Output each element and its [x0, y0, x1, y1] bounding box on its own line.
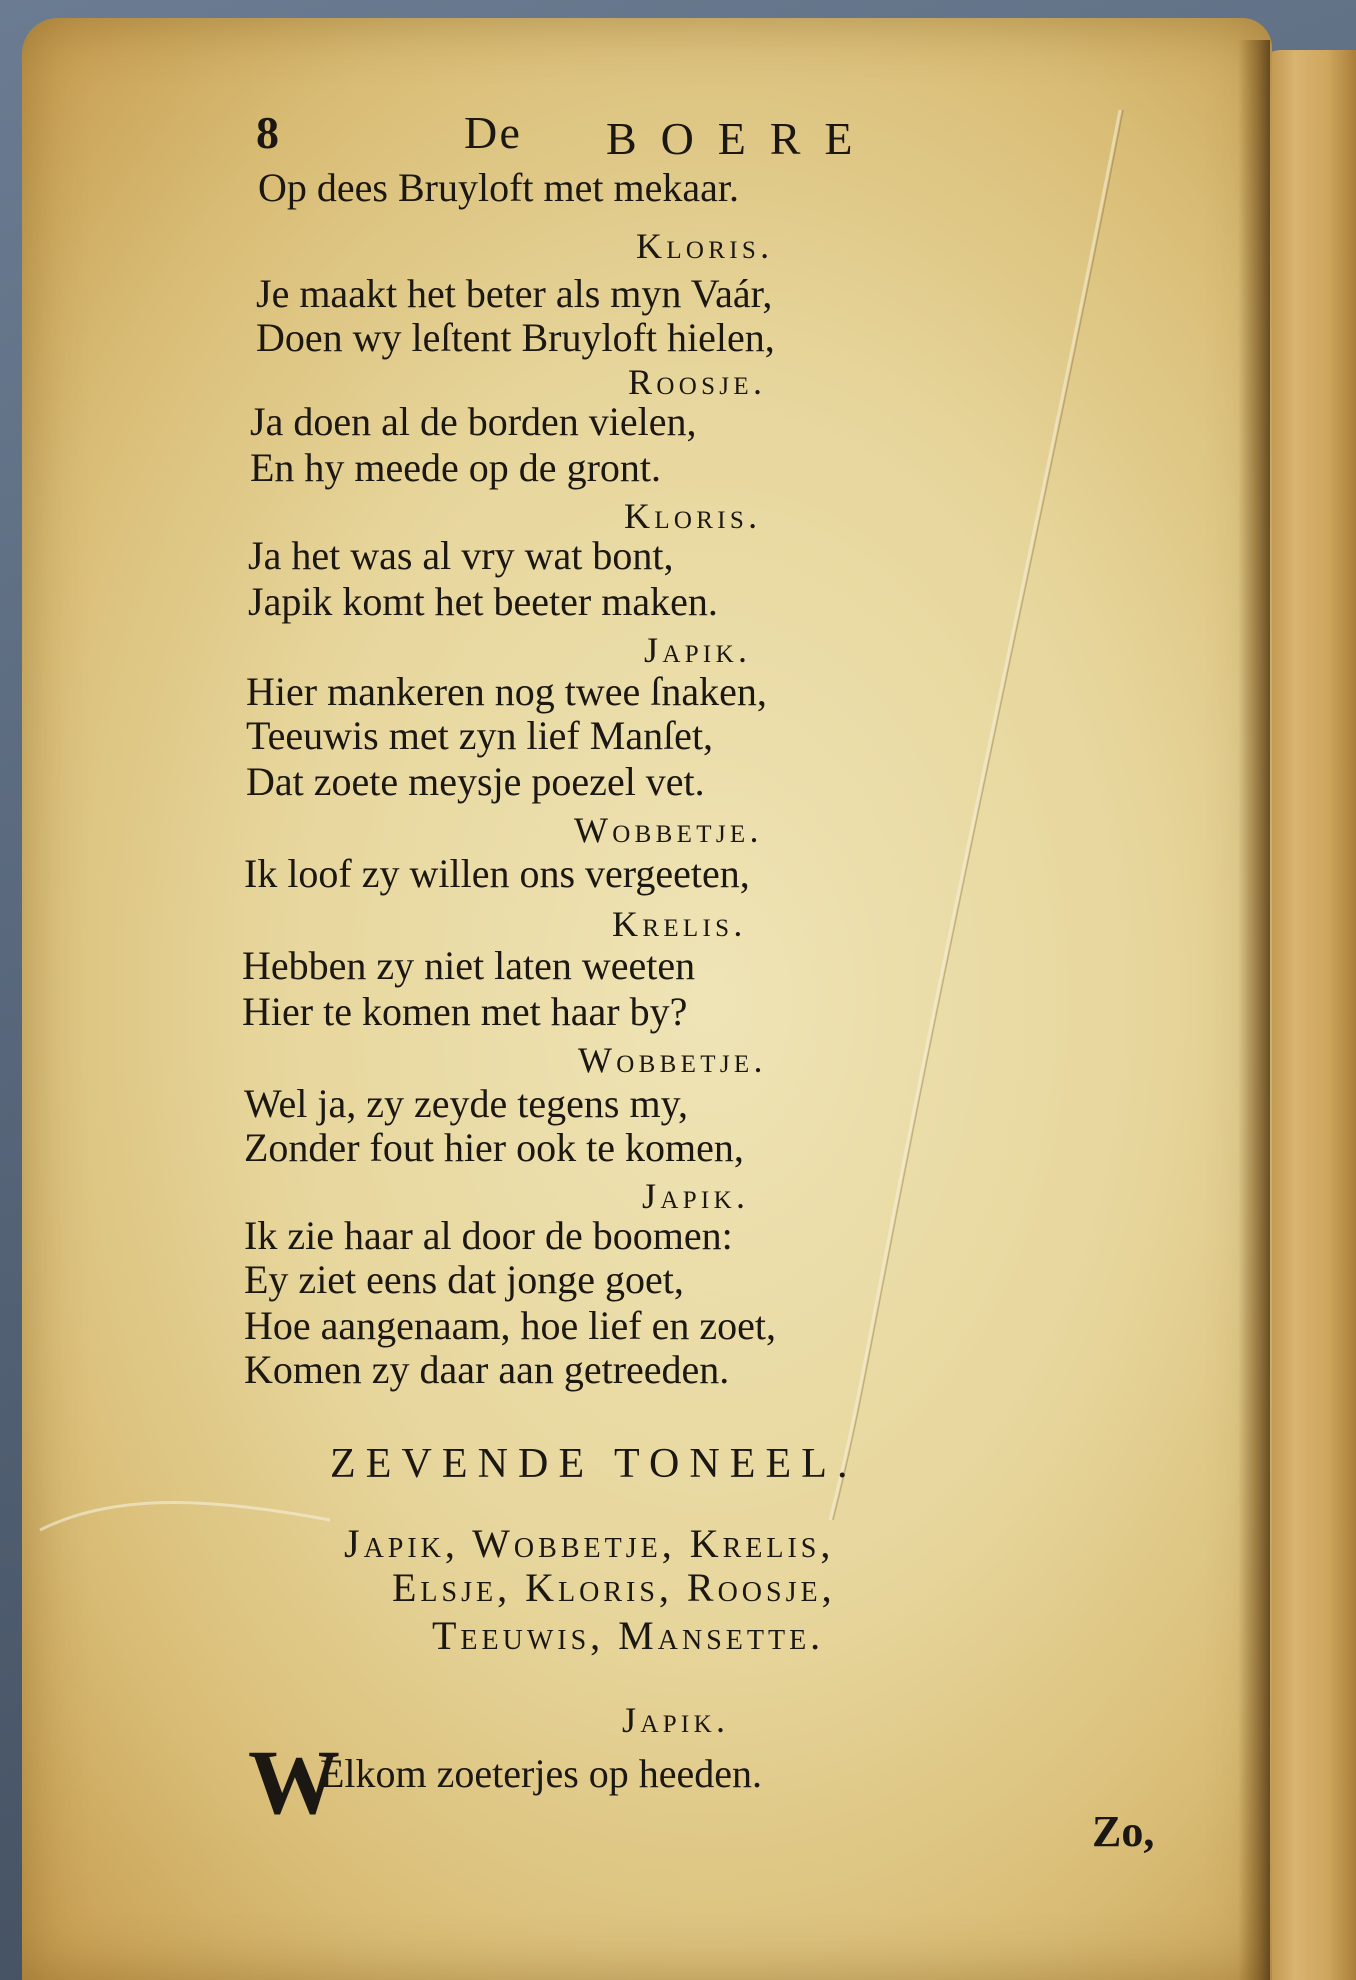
speaker-name: Japik. [644, 630, 752, 670]
verse-line: Doen wy leſtent Bruyloft hielen, [256, 315, 775, 360]
cast-line: Elsje, Kloris, Roosje, [392, 1565, 836, 1610]
verse-line: Hoe aangenaam, hoe lief en zoet, [244, 1303, 776, 1348]
speaker-name: Wobbetje. [578, 1040, 767, 1080]
cast-line: Teeuwis, Mansette. [432, 1613, 825, 1658]
speaker-name: Krelis. [612, 904, 747, 944]
verse-line: Japik komt het beeter maken. [248, 579, 718, 624]
verse-line: Ik zie haar al door de boomen: [244, 1213, 733, 1258]
speaker-name: Roosje. [628, 362, 767, 402]
page-gutter [1238, 40, 1270, 1980]
drop-initial: W [248, 1731, 340, 1833]
verse-line: Op dees Bruyloft met mekaar. [258, 165, 739, 210]
catchword: Zo, [1092, 1807, 1155, 1856]
verse-line: Hier mankeren nog twee ſnaken, [246, 669, 767, 714]
verse-line: Wel ja, zy zeyde tegens my, [244, 1081, 689, 1126]
running-title-de: De [464, 107, 523, 158]
verse-line: En hy meede op de gront. [250, 445, 661, 490]
verse-line: Ik loof zy willen ons vergeeten, [244, 851, 750, 896]
verse-line: Hebben zy niet laten weeten [242, 943, 696, 988]
facing-page-edge [1262, 50, 1356, 1980]
verse-line: Elkom zoeterjes op heeden. [320, 1751, 763, 1796]
speaker-name: Wobbetje. [574, 810, 763, 850]
verse-line: Komen zy daar aan getreeden. [244, 1347, 730, 1392]
page-number: 8 [256, 107, 279, 158]
verse-line: Ja doen al de borden vielen, [250, 399, 697, 444]
verse-line: Ey ziet eens dat jonge goet, [244, 1257, 684, 1302]
speaker-name: Kloris. [636, 226, 774, 266]
scene-heading: ZEVENDE TONEEL. [330, 1441, 858, 1487]
speaker-name: Kloris. [624, 496, 762, 536]
verse-line: Hier te komen met haar by? [242, 989, 688, 1034]
verse-line: Dat zoete meysje poezel vet. [246, 759, 705, 804]
verse-line: Teeuwis met zyn lief Manſet, [246, 713, 714, 758]
speaker-name: Japik. [642, 1176, 750, 1216]
running-title-boere: BOERE [606, 113, 877, 164]
verse-line: Zonder fout hier ook te komen, [244, 1125, 744, 1170]
cast-line: Japik, Wobbetje, Krelis, [344, 1521, 835, 1566]
verse-line: Ja het was al vry wat bont, [248, 533, 674, 578]
verse-line: Je maakt het beter als myn Vaár, [256, 271, 773, 316]
speaker-name: Japik. [622, 1700, 730, 1740]
running-head [256, 106, 1016, 166]
